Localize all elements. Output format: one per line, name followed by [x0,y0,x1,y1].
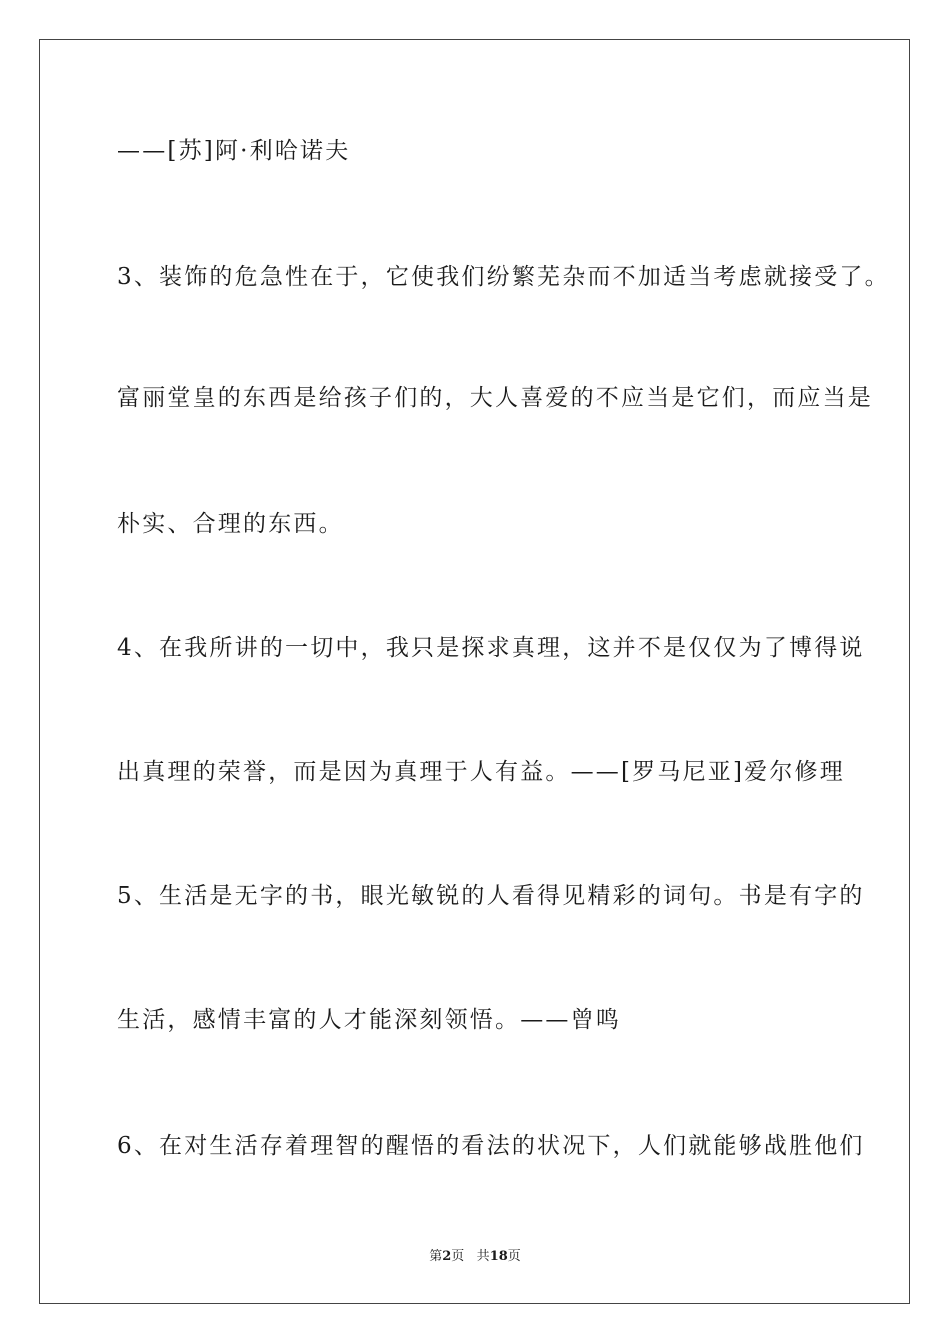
text-line: 出真理的荣誉，而是因为真理于人有益。——[罗马尼亚]爱尔修理 [117,759,845,785]
total-label-suffix: 页 [507,1249,521,1264]
page-label-suffix: 页 [451,1249,465,1264]
total-label-prefix: 共 [476,1249,490,1264]
text-line: ——[苏]阿·利哈诺夫 [117,138,351,164]
text-line: 6、在对生活存着理智的醒悟的看法的状况下，人们就能够战胜他们 [117,1133,865,1159]
page-border [39,39,910,1304]
page-footer [0,1248,950,1266]
text-line: 富丽堂皇的东西是给孩子们的，大人喜爱的不应当是它们，而应当是 [117,385,873,411]
total-pages: 18 [489,1249,508,1264]
text-line: 4、在我所讲的一切中，我只是探求真理，这并不是仅仅为了博得说 [117,635,865,661]
page-label-prefix: 第 [429,1249,443,1264]
page-number: 2 [442,1249,452,1264]
text-line: 5、生活是无字的书，眼光敏锐的人看得见精彩的词句。书是有字的 [117,883,865,909]
text-line: 3、装饰的危急性在于，它使我们纷繁芜杂而不加适当考虑就接受了。 [117,264,890,290]
text-line: 生活，感情丰富的人才能深刻领悟。——曾鸣 [117,1007,621,1033]
text-line: 朴实、合理的东西。 [117,511,344,537]
